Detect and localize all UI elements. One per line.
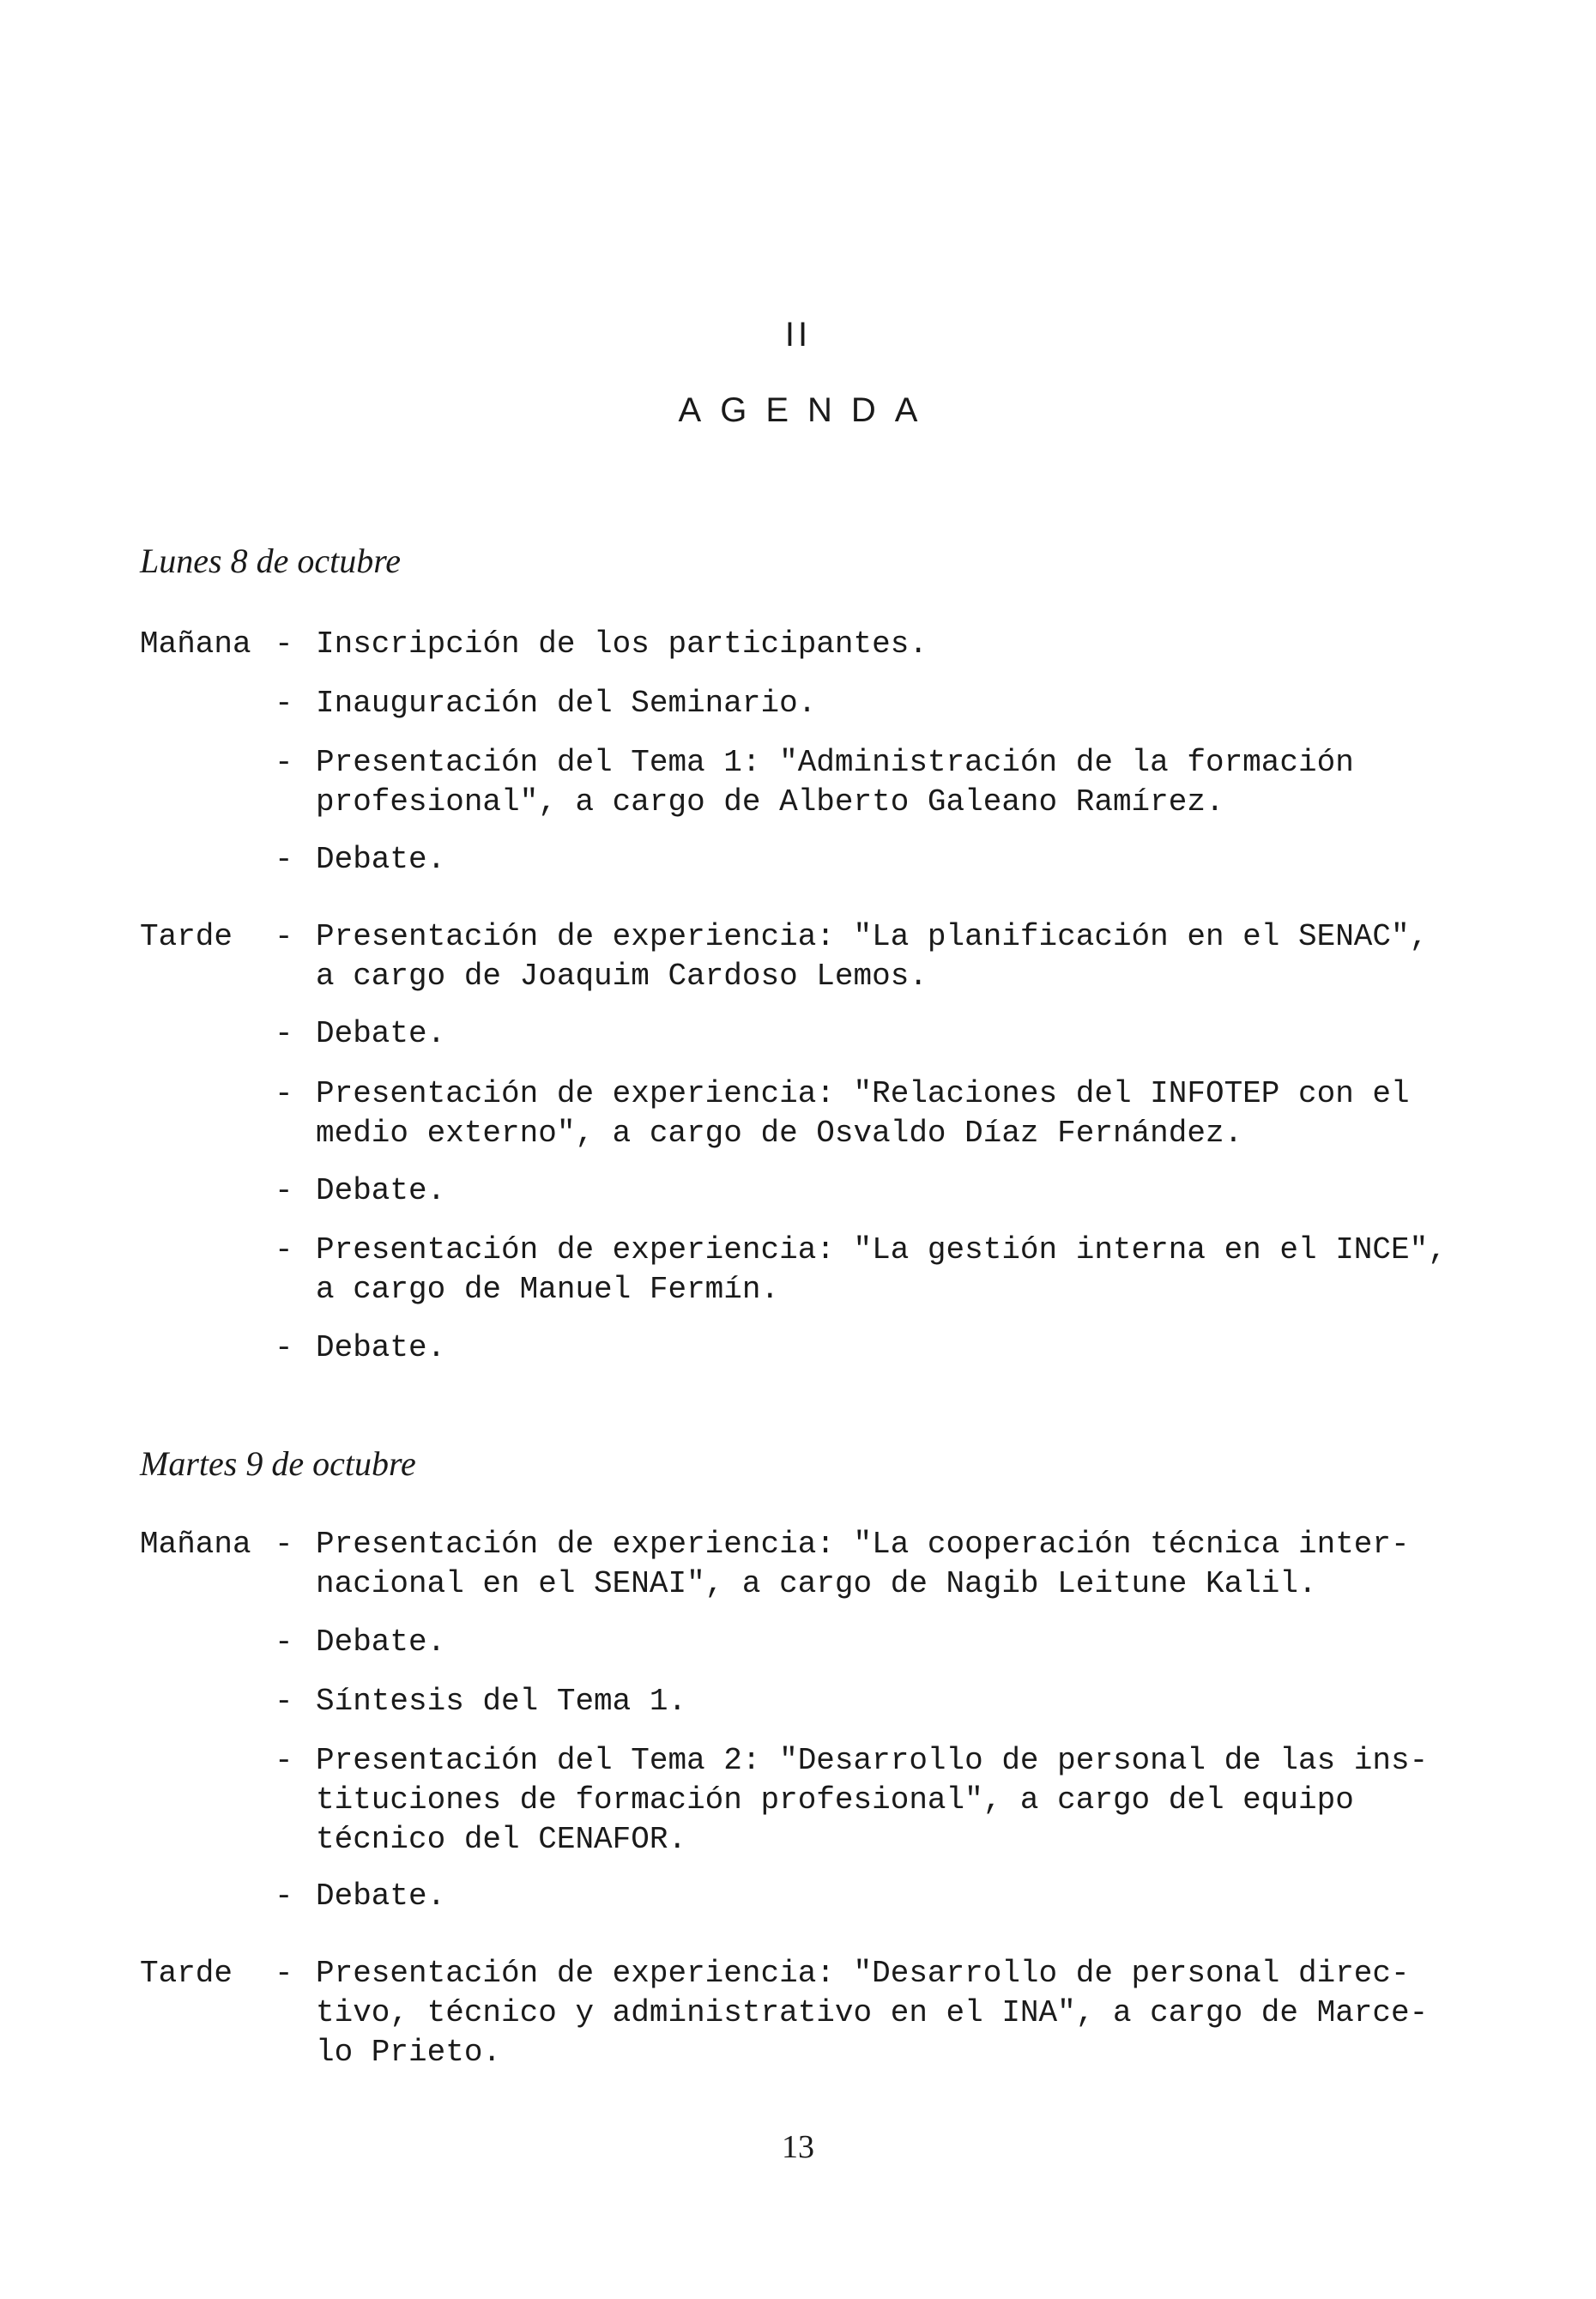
bullet-dash: - xyxy=(275,1879,293,1914)
item-text: Presentación del Tema 1: "Administración de la formación profesional", a cargo de Alberto Galeano Ramírez. xyxy=(316,745,1354,820)
page-number: 13 xyxy=(782,2129,814,2165)
bullet-dash: - xyxy=(275,1076,293,1111)
item-text: Inscripción de los participantes. xyxy=(316,626,928,662)
bullet-dash: - xyxy=(275,1016,293,1051)
period-label: Tarde xyxy=(140,1956,233,1991)
item-text: Presentación del Tema 2: "Desarrollo de personal de las ins- tituciones de formación profesional", a cargo del equipo técnico del CENAFOR. xyxy=(316,1743,1429,1857)
bullet-dash: - xyxy=(275,1624,293,1660)
chapter-title: AGENDA xyxy=(678,391,937,429)
item-text: Debate. xyxy=(316,1624,446,1660)
bullet-dash: - xyxy=(275,1232,293,1267)
period-label: Mañana xyxy=(140,626,251,662)
item-text: Debate. xyxy=(316,1879,446,1914)
bullet-dash: - xyxy=(275,1684,293,1719)
item-text: Inauguración del Seminario. xyxy=(316,686,817,721)
bullet-dash: - xyxy=(275,1743,293,1778)
item-text: Debate. xyxy=(316,1173,446,1208)
bullet-dash: - xyxy=(275,626,293,662)
item-text: Debate. xyxy=(316,1330,446,1365)
item-text: Presentación de experiencia: "La planificación en el SENAC", a cargo de Joaquim Cardoso Lemos. xyxy=(316,919,1429,994)
item-text: Síntesis del Tema 1. xyxy=(316,1684,687,1719)
bullet-dash: - xyxy=(275,1330,293,1365)
bullet-dash: - xyxy=(275,686,293,721)
item-text: Presentación de experiencia: "La gestión interna en el INCE", a cargo de Manuel Fermín. xyxy=(316,1232,1447,1307)
bullet-dash: - xyxy=(275,1956,293,1991)
day-heading: Martes 9 de octubre xyxy=(140,1444,416,1483)
day-heading: Lunes 8 de octubre xyxy=(140,541,402,580)
bullet-dash: - xyxy=(275,1527,293,1562)
item-text: Debate. xyxy=(316,1016,446,1051)
bullet-dash: - xyxy=(275,842,293,877)
bullet-dash: - xyxy=(275,1173,293,1208)
bullet-dash: - xyxy=(275,919,293,954)
period-label: Tarde xyxy=(140,919,233,954)
item-text: Presentación de experiencia: "Relaciones del INFOTEP con el medio externo", a cargo de Osvaldo Díaz Fernández. xyxy=(316,1076,1410,1151)
chapter-number: II xyxy=(784,316,812,354)
bullet-dash: - xyxy=(275,745,293,780)
period-label: Mañana xyxy=(140,1527,251,1562)
item-text: Presentación de experiencia: "Desarrollo de personal direc- tivo, técnico y administrativo en el INA", a cargo de Marce- lo Prieto. xyxy=(316,1956,1429,2070)
item-text: Debate. xyxy=(316,842,446,877)
item-text: Presentación de experiencia: "La cooperación técnica inter- nacional en el SENAI", a cargo de Nagib Leitune Kalil. xyxy=(316,1527,1410,1601)
